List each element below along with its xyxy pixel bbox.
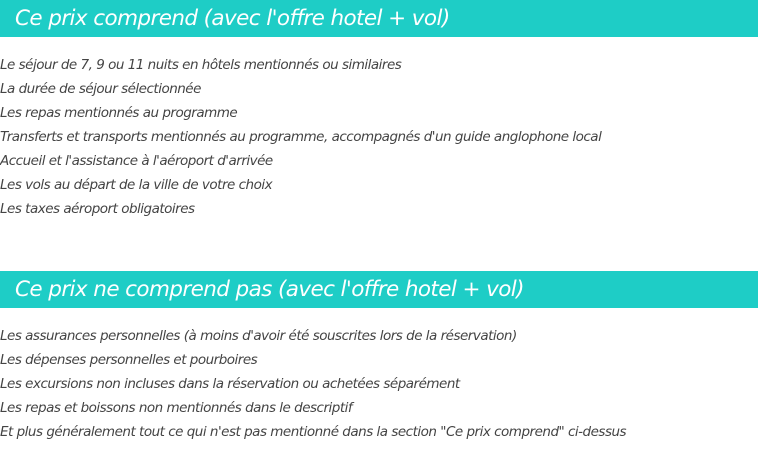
excluded-item: Et plus généralement tout ce qui n'est pas mentionné dans la section "Ce prix comprend" ci-dessus (0, 424, 627, 440)
excluded-section (0, 271, 758, 444)
included-item: Transferts et transports mentionnés au programme, accompagnés d'un guide anglophone local (0, 129, 602, 145)
included-item: Les repas mentionnés au programme (0, 105, 238, 121)
included-section (0, 0, 758, 221)
excluded-item: Les excursions non incluses dans la réservation ou achetées séparément (0, 376, 460, 392)
excluded-item: Les dépenses personnelles et pourboires (0, 352, 258, 368)
excluded-list (0, 324, 758, 444)
included-list (0, 53, 758, 221)
included-item: Les vols au départ de la ville de votre choix (0, 177, 273, 193)
excluded-item: Les repas et boissons non mentionnés dans le descriptif (0, 400, 353, 416)
excluded-item: Les assurances personnelles (à moins d'avoir été souscrites lors de la réservation) (0, 328, 517, 344)
included-item: Le séjour de 7, 9 ou 11 nuits en hôtels mentionnés ou similaires (0, 57, 402, 73)
included-heading: Ce prix comprend (avec l'offre hotel + vol) (0, 0, 758, 37)
included-item: Les taxes aéroport obligatoires (0, 201, 195, 217)
excluded-heading: Ce prix ne comprend pas (avec l'offre hotel + vol) (0, 271, 758, 308)
included-item: La durée de séjour sélectionnée (0, 81, 201, 97)
included-item: Accueil et l'assistance à l'aéroport d'arrivée (0, 153, 273, 169)
